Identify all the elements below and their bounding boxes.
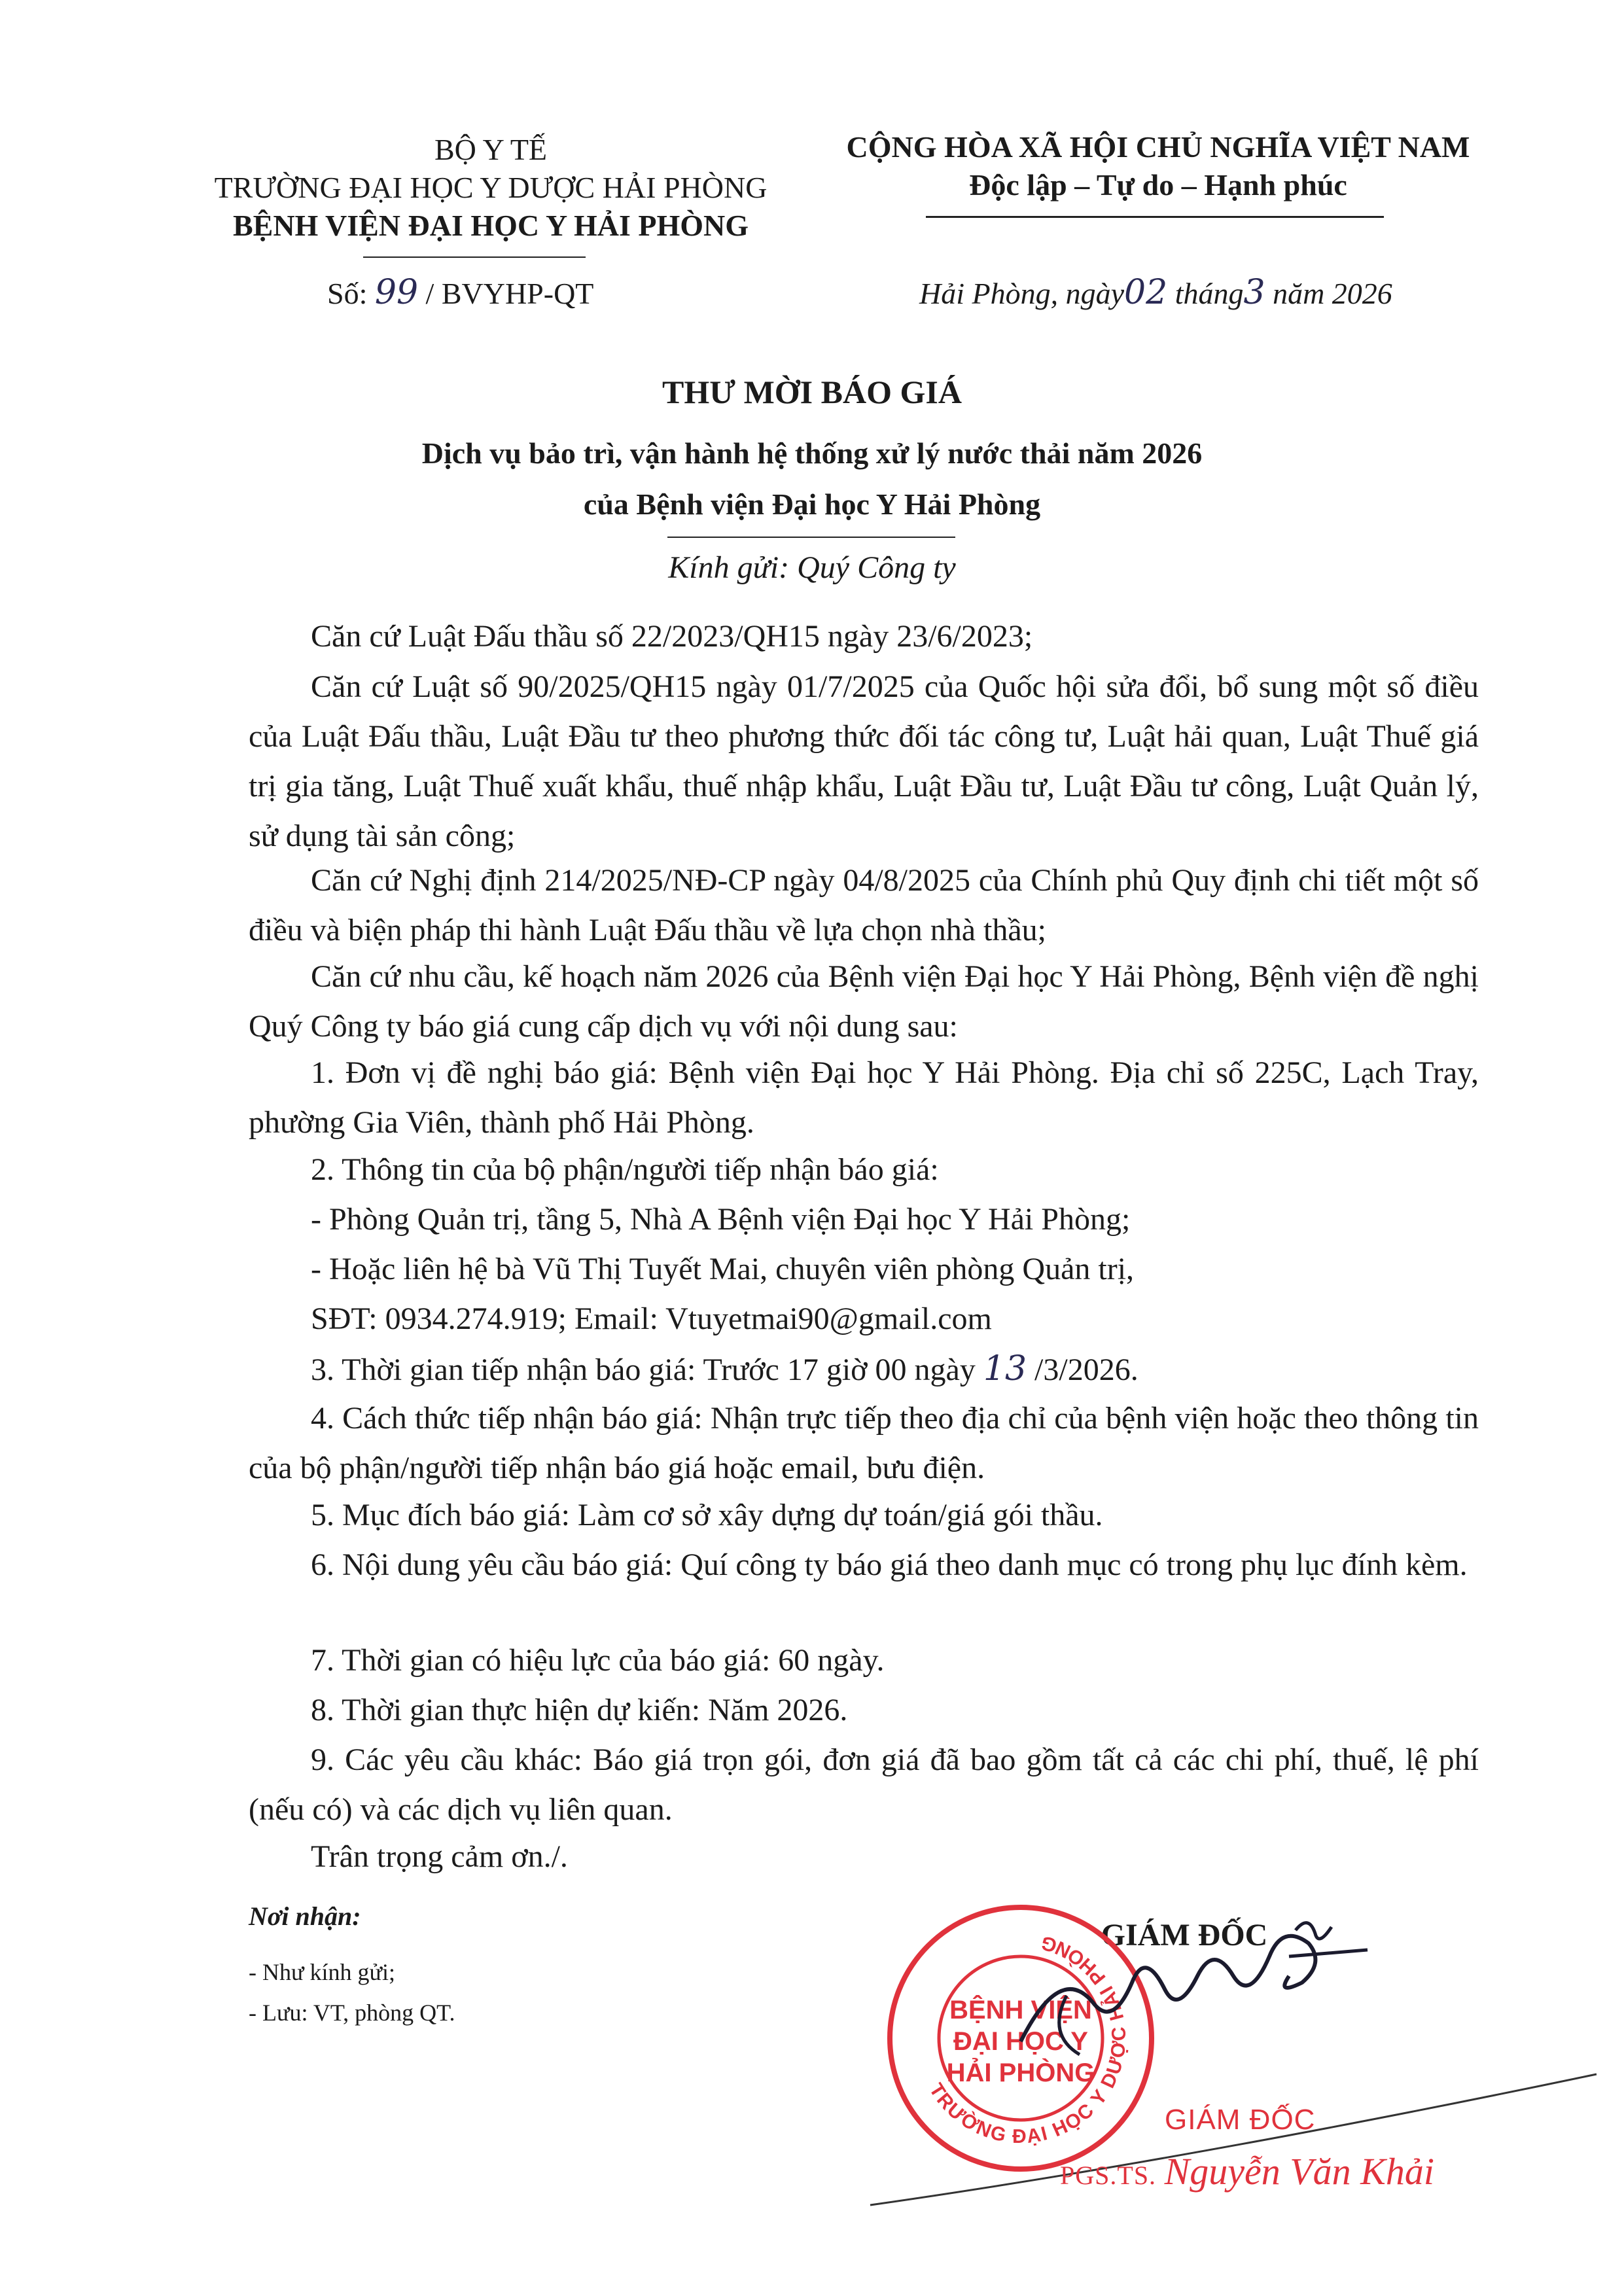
item-7: 7. Thời gian có hiệu lực của báo giá: 60 ngày. <box>311 1643 885 1678</box>
header-left <box>170 131 811 245</box>
item-5: 5. Mục đích báo giá: Làm cơ sở xây dựng dự toán/giá gói thầu. <box>311 1498 1103 1532</box>
university-name: TRƯỜNG ĐẠI HỌC Y DƯỢC HẢI PHÒNG <box>214 171 768 204</box>
closing-text: Trân trọng cảm ơn./. <box>311 1839 568 1874</box>
document-date <box>919 274 1508 313</box>
stamp-mid-text-1: ĐẠI HỌC Y <box>953 2027 1088 2056</box>
date-place: Hải Phòng, ngày <box>919 277 1125 310</box>
document-title: THƯ MỜI BÁO GIÁ <box>662 374 962 410</box>
paragraph-legal-basis-3: Căn cứ Nghị định 214/2025/NĐ-CP ngày 04/8/2025 của Chính phủ Quy định chi tiết một số điều và biện pháp thi hành Luật Đấu thầu về lựa chọn nhà thầu; <box>249 863 1479 947</box>
stamp-mid-text-2: HẢI PHÒNG <box>946 2058 1095 2087</box>
paragraph-demand: Căn cứ nhu cầu, kế hoạch năm 2026 của Bệnh viện Đại học Y Hải Phòng, Bệnh viện đề nghị Quý Công ty báo giá cung cấp dịch vụ với nội dung sau: <box>249 959 1479 1044</box>
item-3-day: 13 <box>983 1349 1027 1388</box>
signature-title: GIÁM ĐỐC <box>1101 1918 1268 1952</box>
date-year: năm 2026 <box>1273 277 1392 310</box>
item-3-suffix: /3/2026. <box>1034 1352 1139 1387</box>
salutation: Kính gửi: Quý Công ty <box>668 550 956 585</box>
recipient-item: - Lưu: VT, phòng QT. <box>249 2000 455 2026</box>
date-month: 3 <box>1243 273 1265 312</box>
digital-signature-title: GIÁM ĐỐC <box>1165 2104 1316 2136</box>
item-2: 2. Thông tin của bộ phận/người tiếp nhận báo giá: <box>311 1152 939 1187</box>
item-2a: - Phòng Quản trị, tầng 5, Nhà A Bệnh viện Đại học Y Hải Phòng; <box>311 1202 1131 1237</box>
paragraph-legal-basis-2: Căn cứ Luật số 90/2025/QH15 ngày 01/7/2025 của Quốc hội sửa đổi, bổ sung một số điều của Luật Đấu thầu, Luật Đầu tư theo phương thức đối tác công tư, Luật hải quan, Luật Thuế giá trị gia tăng, Luật Thuế xuất khẩu, thuế nhập khẩu, Luật Đầu tư, Luật Đầu tư công, Luật Quản lý, sử dụng tài sản công; <box>249 669 1479 853</box>
item-2c: SĐT: 0934.274.919; Email: Vtuyetmai90@gmail.com <box>311 1301 992 1336</box>
item-3 <box>249 1344 1479 1395</box>
header-right <box>798 128 1518 204</box>
ministry-name: BỘ Y TẾ <box>434 133 548 166</box>
motto-underline <box>926 216 1384 218</box>
recipient-item: - Như kính gửi; <box>249 1959 396 1985</box>
date-day: 02 <box>1124 273 1168 312</box>
paragraph-legal-basis-1: Căn cứ Luật Đấu thầu số 22/2023/QH15 ngày 23/6/2023; <box>311 619 1033 654</box>
number-suffix: / BVYHP-QT <box>425 277 594 310</box>
recipients-label: Nơi nhận: <box>249 1901 361 1931</box>
item-8: 8. Thời gian thực hiện dự kiến: Năm 2026. <box>311 1693 848 1727</box>
item-6: 6. Nội dung yêu cầu báo giá: Quí công ty báo giá theo danh mục có trong phụ lục đính kèm. <box>311 1547 1468 1582</box>
national-motto: Độc lập – Tự do – Hạnh phúc <box>969 168 1347 202</box>
digital-signature-fullname: Nguyễn Văn Khải <box>1164 2150 1434 2193</box>
subtitle-underline <box>667 537 955 538</box>
subtitle-line-2: của Bệnh viện Đại học Y Hải Phòng <box>583 487 1041 521</box>
item-2b: - Hoặc liên hệ bà Vũ Thị Tuyết Mai, chuyên viên phòng Quản trị, <box>311 1252 1135 1286</box>
digital-signature-line <box>864 2055 1603 2225</box>
header-left-underline <box>363 256 586 258</box>
item-3-prefix: 3. Thời gian tiếp nhận báo giá: Trước 17 giờ 00 ngày <box>311 1352 976 1387</box>
stamp-top-text: BỆNH VIỆN <box>949 1996 1092 2024</box>
item-1: 1. Đơn vị đề nghị báo giá: Bệnh viện Đại học Y Hải Phòng. Địa chỉ số 225C, Lạch Tray, phường Gia Viên, thành phố Hải Phòng. <box>249 1055 1479 1140</box>
document-number <box>327 274 720 313</box>
number-handwritten: 99 <box>374 273 419 312</box>
item-9: 9. Các yêu cầu khác: Báo giá trọn gói, đơn giá đã bao gồm tất cả các chi phí, thuế, lệ phí (nếu có) và các dịch vụ liên quan. <box>249 1742 1479 1827</box>
hospital-name: BỆNH VIỆN ĐẠI HỌC Y HẢI PHÒNG <box>232 209 749 242</box>
stamp-ring-text: TRƯỜNG ĐẠI HỌC Y DƯỢC HẢI PHÒNG <box>925 1931 1131 2148</box>
digital-signature-name <box>1060 2149 1434 2193</box>
country-name: CỘNG HÒA XÃ HỘI CHỦ NGHĨA VIỆT NAM <box>846 130 1470 164</box>
item-4: 4. Cách thức tiếp nhận báo giá: Nhận trực tiếp theo địa chỉ của bệnh viện hoặc theo thông tin của bộ phận/người tiếp nhận báo giá hoặc email, bưu điện. <box>249 1401 1479 1485</box>
date-month-label: tháng <box>1174 277 1244 310</box>
number-label: Số: <box>327 277 368 310</box>
subtitle-line-1: Dịch vụ bảo trì, vận hành hệ thống xử lý nước thải năm 2026 <box>421 436 1203 470</box>
digital-signature-prefix: PGS.TS. <box>1060 2161 1157 2190</box>
